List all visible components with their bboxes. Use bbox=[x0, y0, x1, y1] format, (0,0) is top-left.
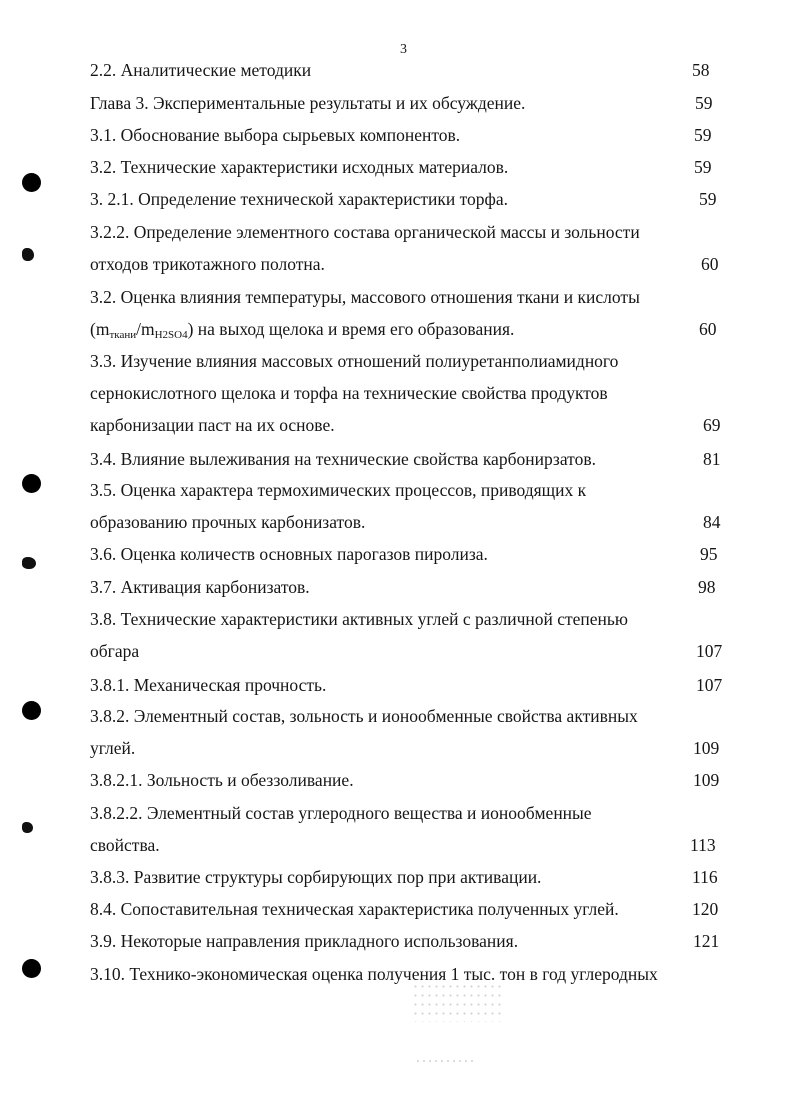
punch-hole-icon bbox=[22, 474, 41, 493]
toc-page-number: 59 bbox=[699, 189, 717, 209]
toc-page-number: 60 bbox=[699, 319, 717, 339]
punch-hole-icon bbox=[22, 959, 41, 978]
toc-entry-part: /m bbox=[136, 319, 155, 339]
scan-speck-icon bbox=[22, 822, 33, 833]
toc-entry: 3.2. Технические характеристики исходных материалов. bbox=[90, 157, 509, 177]
toc-entry-part: ) на выход щелока и время его образования. bbox=[187, 319, 515, 339]
toc-page-number: 95 bbox=[700, 544, 718, 564]
toc-entry: 3.4. Влияние вылеживания на технические свойства карбонирзатов. bbox=[90, 449, 596, 469]
toc-entry bbox=[90, 321, 514, 341]
subscript: ткани bbox=[109, 329, 137, 341]
scan-noise bbox=[415, 1058, 475, 1064]
toc-page-number: 107 bbox=[696, 641, 723, 661]
toc-entry: 2.2. Аналитические методики bbox=[90, 60, 312, 80]
toc-entry: 3.8.1. Механическая прочность. bbox=[90, 675, 327, 695]
toc-entry: Глава 3. Экспериментальные результаты и их обсуждение. bbox=[90, 93, 526, 113]
toc-entry: 3.2. Оценка влияния температуры, массового отношения ткани и кислоты bbox=[90, 287, 640, 307]
toc-entry: 3.8.3. Развитие структуры сорбирующих пор при активации. bbox=[90, 867, 542, 887]
subscript: H2SO4 bbox=[154, 329, 188, 341]
toc-entry: углей. bbox=[90, 738, 136, 758]
toc-entry: 3.2.2. Определение элементного состава органической массы и зольности bbox=[90, 222, 640, 242]
toc-page-number: 120 bbox=[692, 899, 719, 919]
scan-speck-icon bbox=[22, 557, 36, 569]
toc-page-number: 59 bbox=[694, 157, 712, 177]
toc-entry: 3.8. Технические характеристики активных углей с различной степенью bbox=[90, 609, 628, 629]
toc-page-number: 84 bbox=[703, 512, 721, 532]
toc-entry: сернокислотного щелока и торфа на технические свойства продуктов bbox=[90, 383, 608, 403]
toc-entry: 3.10. Технико-экономическая оценка получения 1 тыс. тон в год углеродных bbox=[90, 964, 658, 984]
toc-entry: 3.9. Некоторые направления прикладного использования. bbox=[90, 931, 519, 951]
toc-entry: 3.1. Обоснование выбора сырьевых компонентов. bbox=[90, 125, 461, 145]
scan-noise bbox=[412, 982, 502, 1022]
toc-entry: отходов трикотажного полотна. bbox=[90, 254, 325, 274]
toc-page-number: 58 bbox=[692, 60, 710, 80]
toc-entry: образованию прочных карбонизатов. bbox=[90, 512, 366, 532]
toc-page-number: 59 bbox=[694, 125, 712, 145]
toc-entry: обгара bbox=[90, 641, 140, 661]
toc-page-number: 116 bbox=[692, 867, 718, 887]
toc-page-number: 98 bbox=[698, 577, 716, 597]
toc-entry: 3.3. Изучение влияния массовых отношений полиуретанполиамидного bbox=[90, 351, 619, 371]
punch-hole-icon bbox=[22, 173, 41, 192]
toc-entry: 8.4. Сопоставительная техническая характеристика полученных углей. bbox=[90, 899, 619, 919]
toc-page-number: 60 bbox=[701, 254, 719, 274]
toc-page-number: 109 bbox=[693, 738, 720, 758]
page-number: 3 bbox=[400, 42, 407, 57]
toc-entry: 3.8.2.1. Зольность и обеззоливание. bbox=[90, 770, 354, 790]
punch-hole-icon bbox=[22, 701, 41, 720]
toc-page-number: 81 bbox=[703, 449, 721, 469]
toc-entry-part: (m bbox=[90, 319, 110, 339]
toc-entry: 3.6. Оценка количеств основных парогазов пиролиза. bbox=[90, 544, 488, 564]
toc-entry: 3.5. Оценка характера термохимических процессов, приводящих к bbox=[90, 480, 587, 500]
toc-entry: 3.8.2. Элементный состав, зольность и ионообменные свойства активных bbox=[90, 706, 638, 726]
toc-page-number: 121 bbox=[693, 931, 720, 951]
toc-entry: карбонизации паст на их основе. bbox=[90, 415, 335, 435]
toc-entry: свойства. bbox=[90, 835, 160, 855]
toc-entry: 3. 2.1. Определение технической характеристики торфа. bbox=[90, 189, 509, 209]
toc-page-number: 107 bbox=[696, 675, 723, 695]
scan-speck-icon bbox=[22, 248, 34, 261]
toc-entry: 3.7. Активация карбонизатов. bbox=[90, 577, 310, 597]
toc-page-number: 113 bbox=[690, 835, 716, 855]
toc-page-number: 109 bbox=[693, 770, 720, 790]
toc-page-number: 59 bbox=[695, 93, 713, 113]
toc-entry: 3.8.2.2. Элементный состав углеродного вещества и ионообменные bbox=[90, 803, 592, 823]
toc-page-number: 69 bbox=[703, 415, 721, 435]
